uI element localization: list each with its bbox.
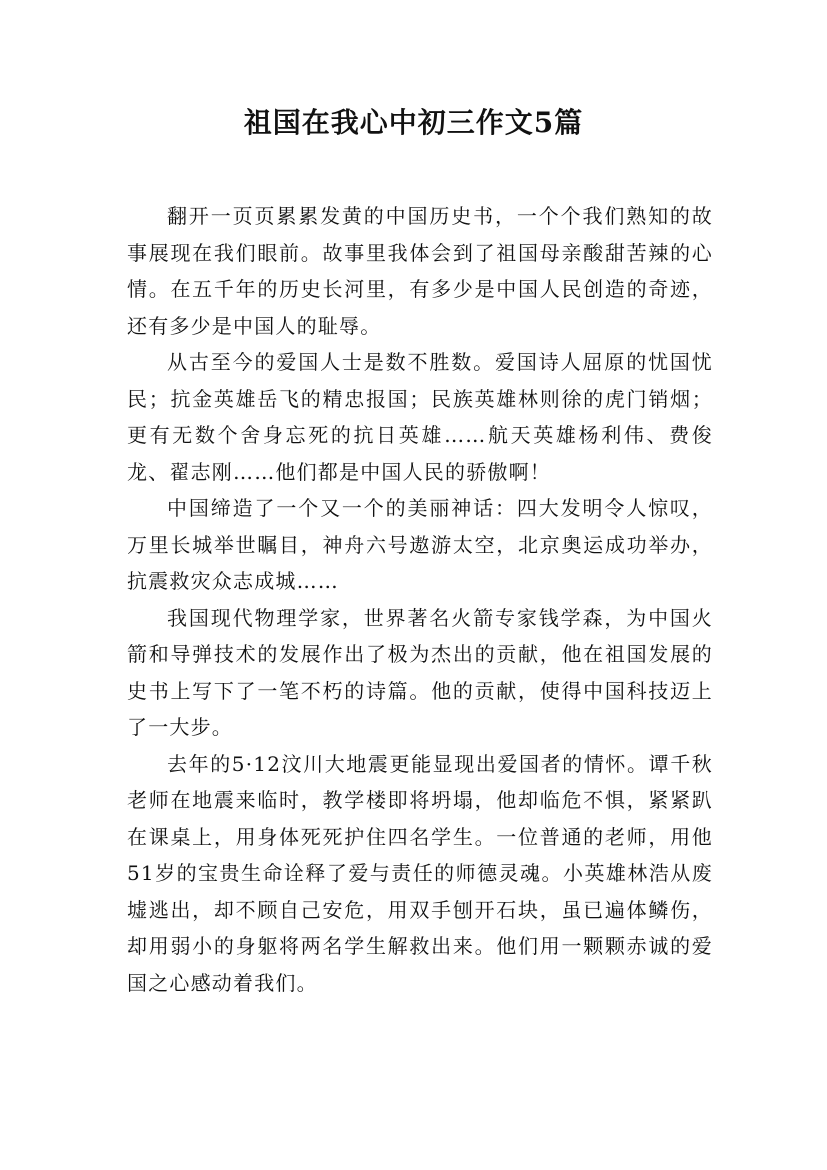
paragraph-1: 翻开一页页累累发黄的中国历史书，一个个我们熟知的故事展现在我们眼前。故事里我体会到了祖国母亲酸甜苦辣的心情。在五千年的历史长河里，有多少是中国人民创造的奇迹，还有多少是中国人的耻辱。 bbox=[127, 204, 713, 338]
paragraph-5: 去年的5·12汶川大地震更能显现出爱国者的情怀。谭千秋老师在地震来临时，教学楼即将坍塌，他却临危不惧，紧紧趴在课桌上，用身体死死护住四名学生。一位普通的老师，用他51岁的宝贵生命诠释了爱与责任的师德灵魂。小英雄林浩从废墟逃出，却不顾自己安危，用双手刨开石块，虽已遍体鳞伤，却用弱小的身躯将两名学生解救出来。他们用一颗颗赤诚的爱国之心感动着我们。 bbox=[127, 751, 713, 995]
paragraph-4: 我国现代物理学家，世界著名火箭专家钱学森，为中国火箭和导弹技术的发展作出了极为杰出的贡献，他在祖国发展的史书上写下了一笔不朽的诗篇。他的贡献，使得中国科技迈上了一大步。 bbox=[127, 605, 713, 739]
document-title: 祖国在我心中初三作文5篇 bbox=[243, 106, 584, 139]
document-body bbox=[127, 198, 713, 1001]
paragraph-2: 从古至今的爱国人士是数不胜数。爱国诗人屈原的忧国忧民；抗金英雄岳飞的精忠报国；民族英雄林则徐的虎门销烟；更有无数个舍身忘死的抗日英雄……航天英雄杨利伟、费俊龙、翟志刚……他们都是中国人民的骄傲啊！ bbox=[127, 350, 713, 484]
paragraph-3: 中国缔造了一个又一个的美丽神话：四大发明令人惊叹，万里长城举世瞩目，神舟六号遨游太空，北京奥运成功举办，抗震救灾众志成城…… bbox=[127, 496, 713, 593]
